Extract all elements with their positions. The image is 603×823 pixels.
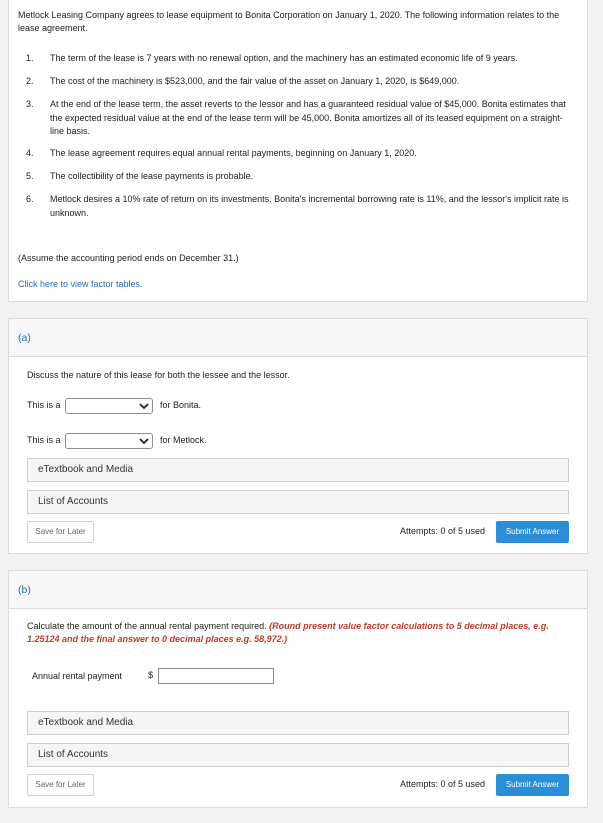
part-b-header <box>9 571 587 609</box>
list-item: 2. The cost of the machinery is $523,000, and the fair value of the asset on January 1, 2020, is $649,000. <box>26 76 460 86</box>
factor-tables-link[interactable]: Click here to view factor tables. <box>18 279 143 289</box>
list-of-accounts-bar[interactable]: List of Accounts <box>27 743 569 767</box>
assumption-note: (Assume the accounting period ends on December 31.) <box>18 253 239 263</box>
lessor-row-suffix: for Metlock. <box>160 435 207 445</box>
list-of-accounts-bar[interactable]: List of Accounts <box>27 490 569 514</box>
lessor-row-prefix: This is a <box>27 435 61 445</box>
list-item: 4. The lease agreement requires equal annual rental payments, beginning on January 1, 2020. <box>26 148 417 158</box>
submit-answer-button[interactable]: Submit Answer <box>496 774 569 796</box>
save-for-later-button[interactable]: Save for Later <box>27 774 94 796</box>
list-item: 5. The collectibility of the lease payments is probable. <box>26 171 254 181</box>
part-a-header <box>9 319 587 357</box>
part-a-card <box>8 318 588 554</box>
attempts-counter: Attempts: 0 of 5 used <box>400 526 486 536</box>
submit-answer-button[interactable]: Submit Answer <box>496 521 569 543</box>
etextbook-media-bar[interactable]: eTextbook and Media <box>27 711 569 735</box>
rounding-note: (Round present value factor calculations to 5 decimal places, e.g. 1.25124 and the final answer to 0 decimal places e.g. 58,972.) <box>27 621 549 644</box>
part-a-instruction: Discuss the nature of this lease for both the lessee and the lessor. <box>27 370 290 380</box>
chevron-down-icon <box>138 435 150 447</box>
list-item: 1. The term of the lease is 7 years with no renewal option, and the machinery has an estimated economic life of 9 years. <box>26 53 518 63</box>
chevron-down-icon <box>138 400 150 412</box>
etextbook-media-bar[interactable]: eTextbook and Media <box>27 458 569 482</box>
lessee-row-suffix: for Bonita. <box>160 400 202 410</box>
part-b-instruction: Calculate the amount of the annual rental payment required. (Round present value factor calculations to 5 decimal places, e.g. 1.25124 and the final answer to 0 decimal places e.g. 58,972.) <box>27 621 549 644</box>
save-for-later-button[interactable]: Save for Later <box>27 521 94 543</box>
lessor-lease-type-select[interactable] <box>65 433 153 449</box>
list-item: 6. Metlock desires a 10% rate of return on its investments. Bonita's incremental borrowing rate is 11%, and the lessor's implicit rate is unknown. <box>26 194 569 218</box>
attempts-counter: Attempts: 0 of 5 used <box>400 779 486 789</box>
lessee-lease-type-select[interactable] <box>65 398 153 414</box>
part-b-card <box>8 570 588 808</box>
currency-symbol: $ <box>148 670 154 680</box>
lessee-row-prefix: This is a <box>27 400 61 410</box>
intro-paragraph: Metlock Leasing Company agrees to lease equipment to Bonita Corporation on January 1, 2020. The following information relates to the lease agreement. <box>18 10 560 33</box>
annual-rental-payment-input[interactable] <box>158 668 274 684</box>
part-a-label: (a) <box>18 332 31 344</box>
list-item: 3. At the end of the lease term, the asset reverts to the lessor and has a guaranteed residual value of $45,000. Bonita estimates that the expected residual value at the end of the lease term will be 45,000. Bonita amortizes all of its leased equipment on a straight-line basis. <box>26 99 566 136</box>
annual-rental-payment-label: Annual rental payment <box>32 671 123 681</box>
problem-statement-card <box>8 0 588 302</box>
part-b-label: (b) <box>18 584 31 596</box>
